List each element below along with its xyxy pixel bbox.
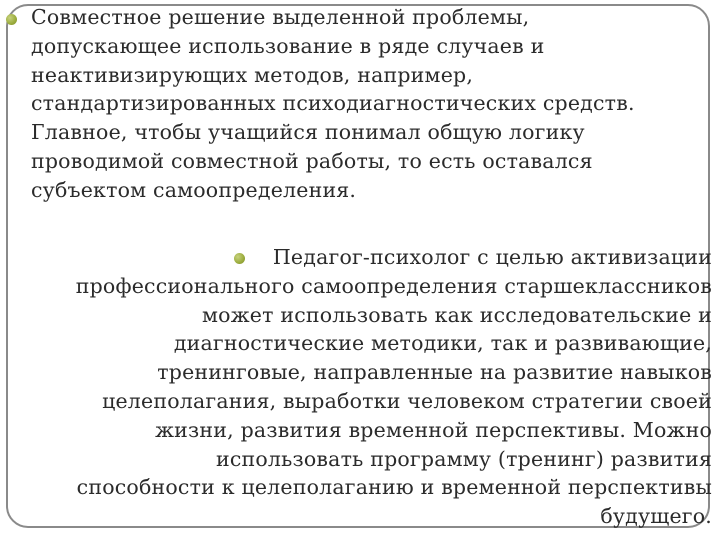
text-line: диагностические методики, так и развивающие,: [173, 331, 712, 356]
text-line: субъектом самоопределения.: [31, 177, 357, 202]
text-line: допускающее использование в ряде случаев и: [31, 33, 545, 58]
text-line: использовать программу (тренинг) развития: [215, 446, 712, 471]
text-line: стандартизированных психодиагностических средств.: [31, 91, 635, 116]
bullet-icon: [6, 14, 17, 25]
text-line: будущего.: [600, 504, 712, 529]
text-line: Главное, чтобы учащийся понимал общую логику: [31, 120, 585, 145]
bullet-paragraph-2: [20, 243, 712, 531]
text-line: Педагог-психолог с целью активизации: [272, 245, 712, 269]
bullet-paragraph-1: [31, 3, 703, 205]
text-line: целеполагания, выработки человеком стратегии своей: [102, 388, 712, 413]
text-line: профессионального самоопределения старшеклассников: [75, 273, 712, 298]
text-line: жизни, развития временной перспективы. Можно: [155, 417, 712, 442]
text-line: способности к целеполаганию и временной перспективы: [76, 475, 712, 500]
text-line: проводимой совместной работы, то есть оставался: [31, 148, 593, 173]
text-line: неактивизирующих методов, например,: [31, 62, 474, 87]
text-line: может использовать как исследовательские и: [202, 302, 712, 327]
text-line: Совместное решение выделенной проблемы,: [31, 5, 530, 29]
text-line: тренинговые, направленные на развитие навыков: [157, 360, 712, 385]
